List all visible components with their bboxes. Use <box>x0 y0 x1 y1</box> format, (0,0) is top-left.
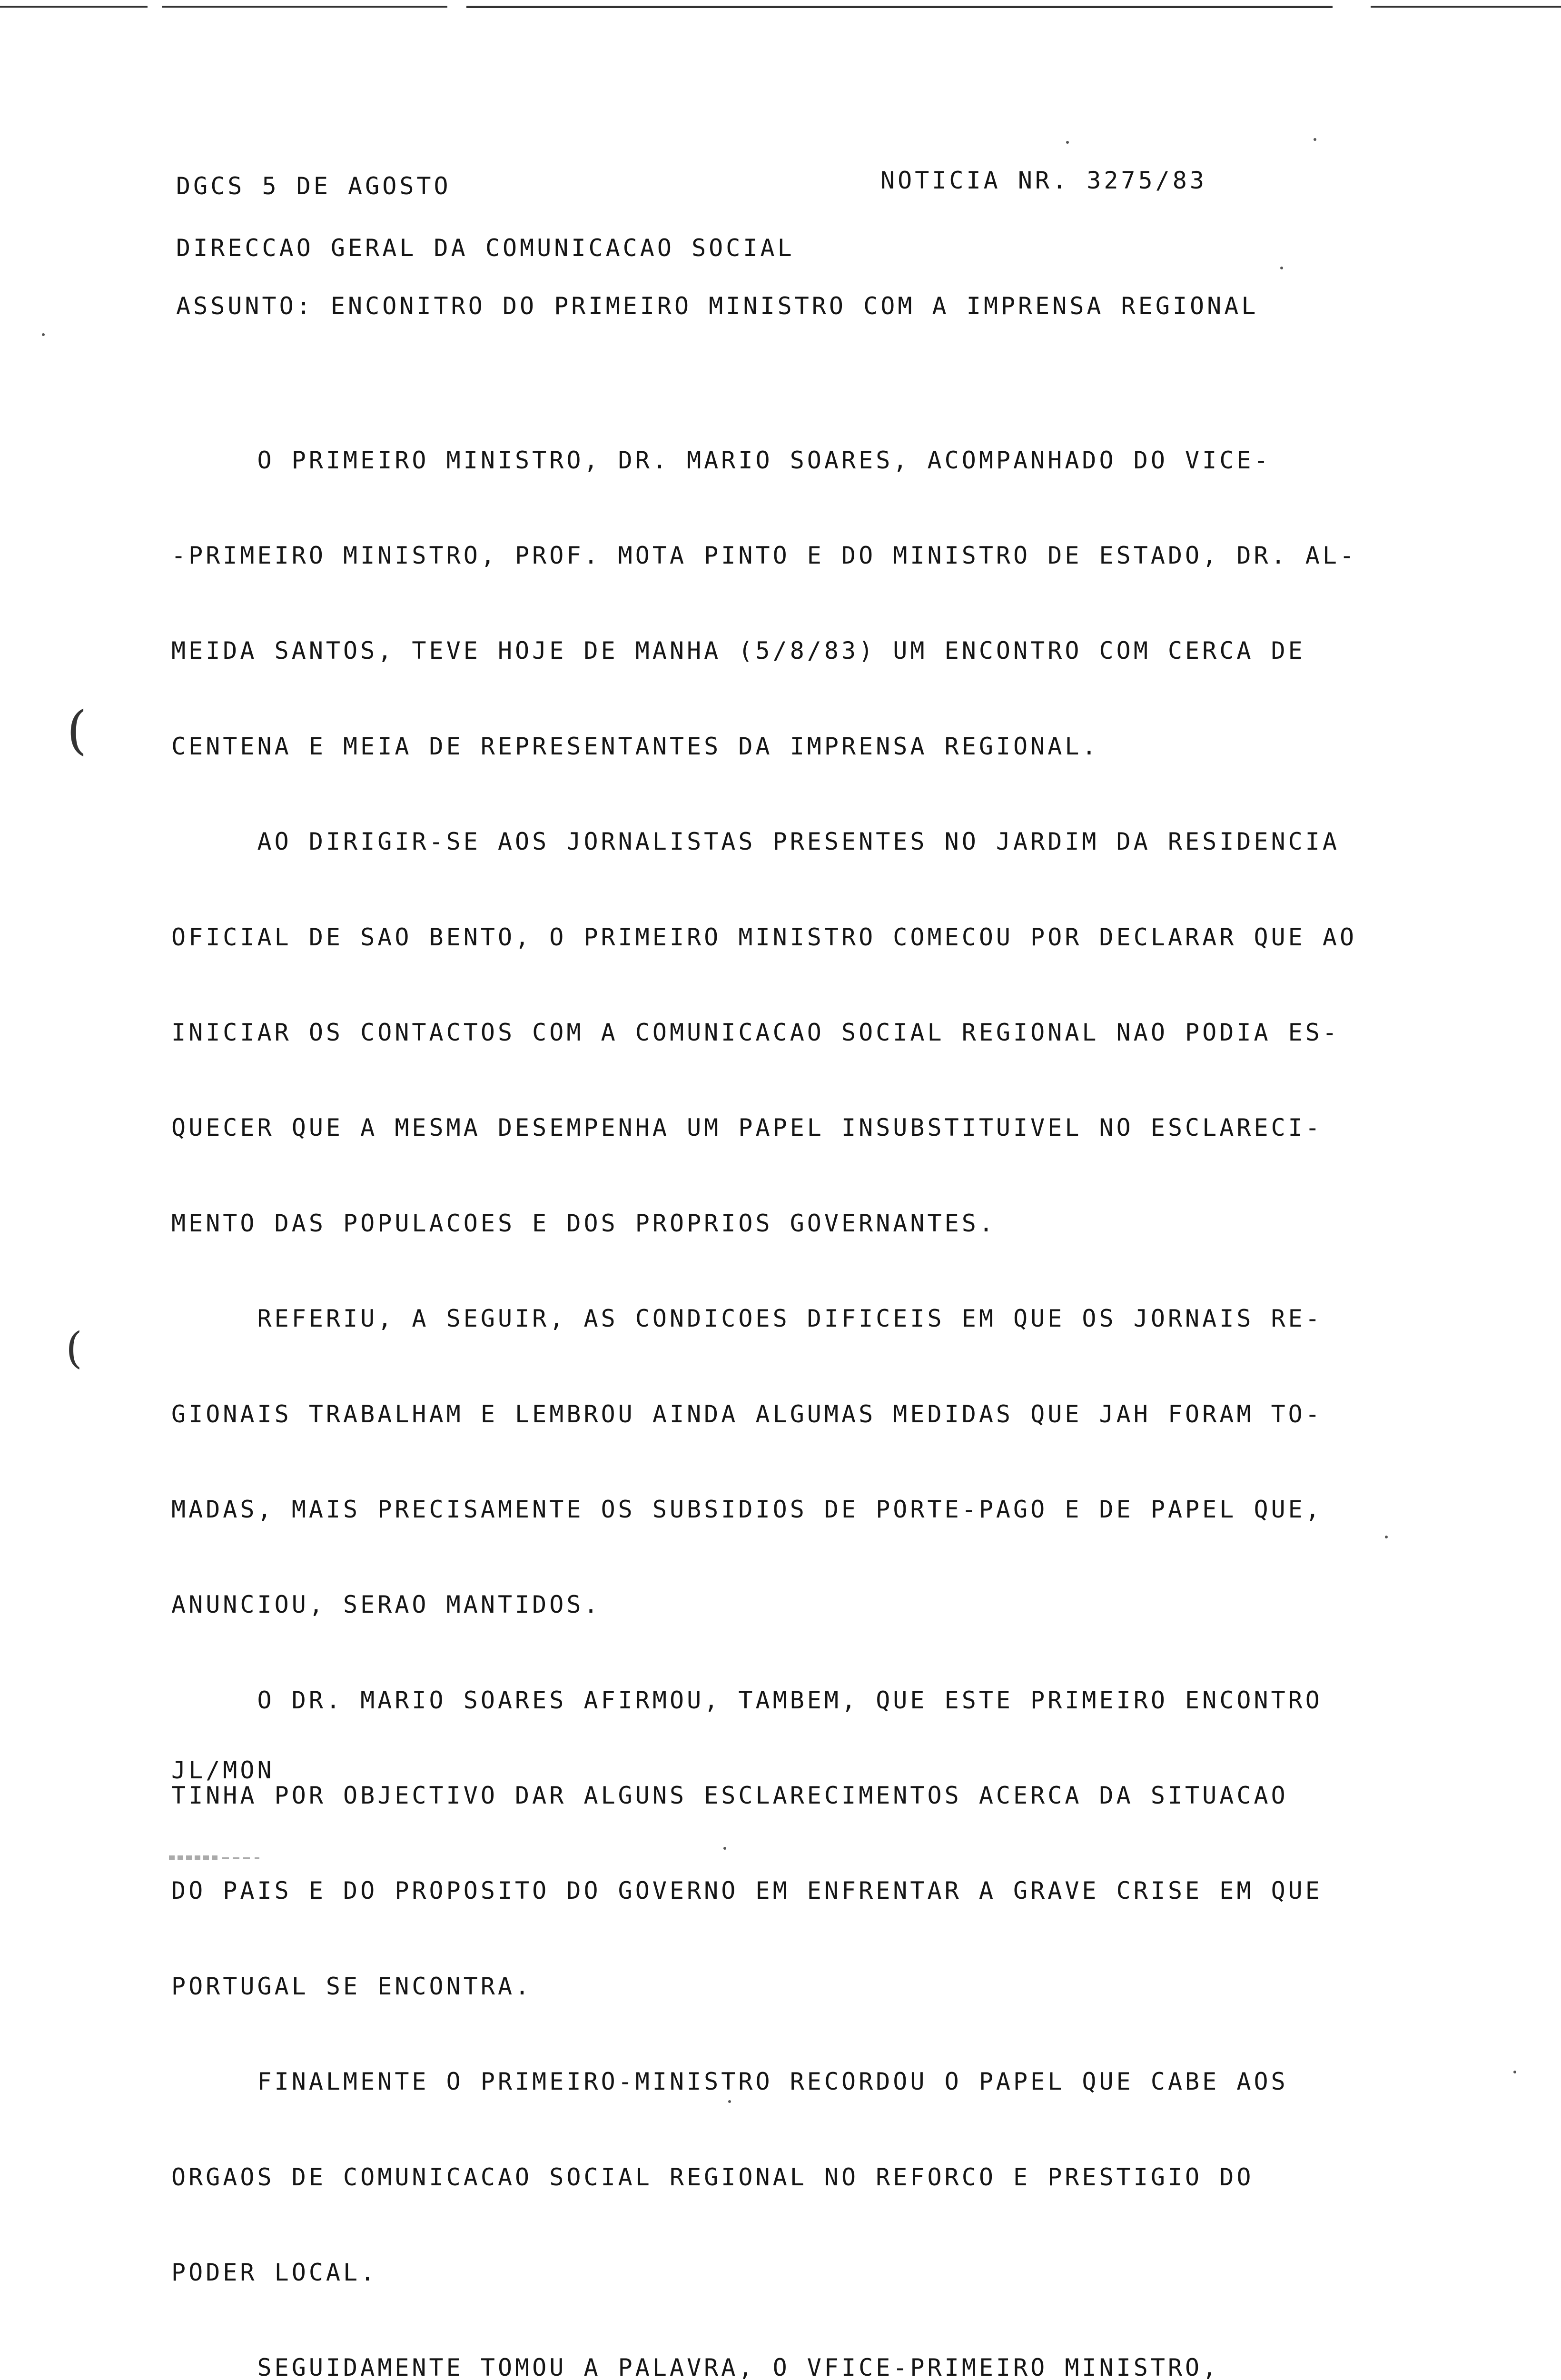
body-line: ANUNCIOU, SERAO MANTIDOS. <box>171 1591 601 1619</box>
paper-speck <box>42 333 45 336</box>
paper-speck <box>1280 267 1283 269</box>
paper-speck <box>1513 2071 1516 2073</box>
top-edge-line <box>162 6 447 8</box>
body-line: INICIAR OS CONTACTOS COM A COMUNICACAO SOCIAL REGIONAL NAO PODIA ES- <box>171 1018 1340 1046</box>
body-line: REFERIU, A SEGUIR, AS CONDICOES DIFICEIS EM QUE OS JORNAIS RE- <box>171 1305 1323 1333</box>
header-date: DGCS 5 DE AGOSTO <box>176 172 451 200</box>
margin-punch-mark: ( <box>66 1323 83 1373</box>
top-edge-line <box>0 6 148 8</box>
paper-speck <box>1066 141 1069 144</box>
margin-punch-mark: ( <box>67 700 87 761</box>
body-line: SEGUIDAMENTE TOMOU A PALAVRA, O VFICE-PRIMEIRO MINISTRO, <box>171 2354 1220 2380</box>
document-body <box>171 381 1504 2380</box>
top-edge-line <box>1371 6 1561 8</box>
body-line: CENTENA E MEIA DE REPRESENTANTES DA IMPRENSA REGIONAL. <box>171 732 1099 760</box>
body-line: FINALMENTE O PRIMEIRO-MINISTRO RECORDOU O PAPEL QUE CABE AOS <box>171 2068 1288 2096</box>
body-line: AO DIRIGIR-SE AOS JORNALISTAS PRESENTES NO JARDIM DA RESIDENCIA <box>171 828 1340 856</box>
body-line: MEIDA SANTOS, TEVE HOJE DE MANHA (5/8/83) UM ENCONTRO COM CERCA DE <box>171 637 1305 665</box>
paper-speck <box>1385 1536 1388 1538</box>
body-line: GIONAIS TRABALHAM E LEMBROU AINDA ALGUMAS MEDIDAS QUE JAH FORAM TO- <box>171 1400 1323 1428</box>
top-edge-line <box>466 6 1333 8</box>
author-initials: JL/MON <box>171 1756 275 1784</box>
body-line: O DR. MARIO SOARES AFIRMOU, TAMBEM, QUE ESTE PRIMEIRO ENCONTRO <box>171 1686 1323 1714</box>
body-line: MADAS, MAIS PRECISAMENTE OS SUBSIDIOS DE PORTE-PAGO E DE PAPEL QUE, <box>171 1495 1323 1523</box>
body-line: O PRIMEIRO MINISTRO, DR. MARIO SOARES, ACOMPANHADO DO VICE- <box>171 446 1271 474</box>
body-line: OFICIAL DE SAO BENTO, O PRIMEIRO MINISTRO COMECOU POR DECLARAR QUE AO <box>171 923 1357 951</box>
paper-speck <box>728 2100 731 2103</box>
body-line: -PRIMEIRO MINISTRO, PROF. MOTA PINTO E DO MINISTRO DE ESTADO, DR. AL- <box>171 541 1357 569</box>
body-line: PORTUGAL SE ENCONTRA. <box>171 1972 533 2000</box>
body-line: ORGAOS DE COMUNICACAO SOCIAL REGIONAL NO REFORCO E PRESTIGIO DO <box>171 2163 1254 2191</box>
faint-stamp-mark <box>169 1853 293 1862</box>
paper-speck <box>723 1847 726 1850</box>
header-organization: DIRECCAO GERAL DA COMUNICACAO SOCIAL <box>176 234 795 262</box>
body-line: DO PAIS E DO PROPOSITO DO GOVERNO EM ENFRENTAR A GRAVE CRISE EM QUE <box>171 1877 1323 1905</box>
header-subject: ASSUNTO: ENCONITRO DO PRIMEIRO MINISTRO COM A IMPRENSA REGIONAL <box>176 292 1259 320</box>
header-notice-number: NOTICIA NR. 3275/83 <box>880 167 1207 194</box>
body-line: TINHA POR OBJECTIVO DAR ALGUNS ESCLARECIMENTOS ACERCA DA SITUACAO <box>171 1782 1288 1810</box>
paper-speck <box>1314 138 1316 141</box>
body-line: PODER LOCAL. <box>171 2259 378 2287</box>
body-line: QUECER QUE A MESMA DESEMPENHA UM PAPEL INSUBSTITUIVEL NO ESCLARECI- <box>171 1114 1323 1142</box>
body-line: MENTO DAS POPULACOES E DOS PROPRIOS GOVERNANTES. <box>171 1209 996 1237</box>
